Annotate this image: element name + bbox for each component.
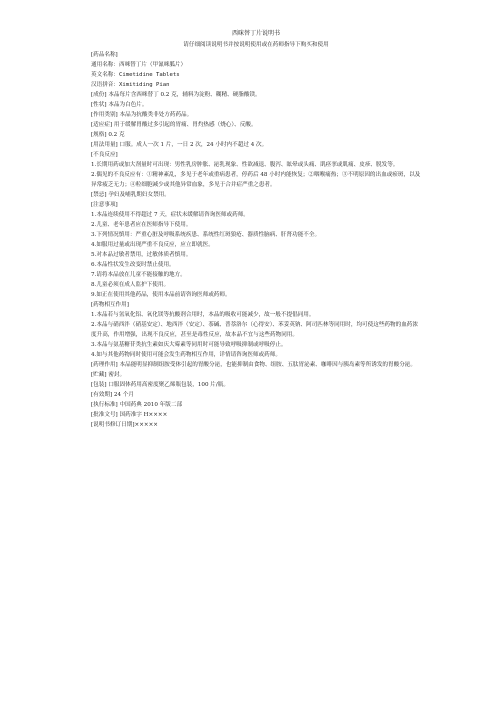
document-page bbox=[91, 29, 421, 430]
indications-line: [适应症] 用于缓解胃酸过多引起的胃痛、胃灼热感（烧心）、反酸。 bbox=[91, 122, 257, 128]
packaging-line: [包装] 口服固体药用高密度聚乙烯瓶包装，100 片/瓶。 bbox=[91, 382, 229, 388]
interaction-item: 3.本品与氨基糖苷类抗生素如庆大霉素等同用时可能导致呼吸抑制或呼吸停止。 bbox=[91, 342, 287, 348]
storage-line: [贮藏] 密封。 bbox=[91, 372, 126, 378]
adverse-reaction-item: 1.长期用药或加大剂量时可出现：男性乳房肿胀、泌乳现象、性欲减退、腹泻、眩晕或头痛、肌痉挛或肌痛、皮疹、脱发等。 bbox=[91, 162, 399, 168]
revision-date-line: [说明书修订日期]××××× bbox=[91, 422, 158, 428]
precaution-item: 6.本品性状发生改变时禁止使用。 bbox=[91, 262, 175, 268]
precaution-item: 4.如服用过量或出现严重不良反应，应立即就医。 bbox=[91, 242, 214, 248]
pinyin-name-line: 汉语拼音：Ximitiding Pian bbox=[91, 82, 170, 88]
interaction-item: 4.如与其他药物同时使用可能会发生药物相互作用，详情请咨询医师或药师。 bbox=[91, 352, 281, 358]
precaution-item: 5.对本品过敏者禁用，过敏体质者慎用。 bbox=[91, 252, 192, 258]
precaution-item: 3.下列情况慎用：严重心脏及呼吸系统疾患、系统性红斑狼疮、器质性脑病、肝肾功能不全。 bbox=[91, 232, 321, 238]
ingredients-line: [成份] 本品每片含西咪替丁 0.2 克，辅料为淀粉、糊精、硬脂酸镁。 bbox=[91, 92, 261, 98]
section-heading-drug-name: [药品名称] bbox=[91, 52, 118, 58]
standard-line: [执行标准] 中国药典 2010 年版二部 bbox=[91, 402, 183, 408]
interaction-item: 2.本品与硝西泮（硝基安定）、地西泮（安定）、茶碱、普萘洛尔（心得安）、苯妥英钠、阿司匹林等同用时，均可使这些药物的血药浓度升高，作用增强，出现不良反应，甚至是毒性反应，故本品不宜与这些药物同用。 bbox=[91, 322, 418, 338]
document-subtitle: 请仔细阅读说明书并按说明使用或在药师指导下购买和使用 bbox=[183, 42, 329, 48]
specification-line: [规格] 0.2 克 bbox=[91, 132, 125, 138]
pharmacology-line: [药理作用] 本品能明显抑制组胺受体引起的胃酸分泌，也能抑制由食物、组胺、五肽胃泌素、咖啡因与胰岛素等所诱发的胃酸分泌。 bbox=[91, 362, 416, 368]
section-heading-adverse-reactions: [不良反应] bbox=[91, 152, 118, 158]
document-title: 西咪替丁片说明书 bbox=[231, 30, 280, 37]
appearance-line: [性状] 本品为白色片。 bbox=[91, 102, 148, 108]
section-heading-precautions: [注意事项] bbox=[91, 202, 118, 208]
contraindications-line: [禁忌] 孕妇及哺乳期妇女禁用。 bbox=[91, 192, 170, 198]
dosage-line: [用法用量] 口服。成人一次 1 片，一日 2 次，24 小时内不超过 4 次。 bbox=[91, 142, 268, 148]
english-name-line: 英文名称：Cimetidine Tablets bbox=[91, 72, 180, 78]
adverse-reaction-item: 2.偶见的不良反应有：①精神紊乱，多见于老年或重病患者，停药后 48 小时内能恢复；②咽喉痛热；③不明原因的出血或瘀斑，以及异常疲乏无力；④粒细胞减少或其他异常血象，多见于合并症严重之患者。 bbox=[91, 172, 421, 188]
generic-name-line: 通用名称：西咪替丁片（甲氰咪胍片） bbox=[91, 62, 187, 68]
section-heading-interactions: [药物相互作用] bbox=[91, 302, 129, 308]
precaution-item: 1.本品连续使用不得超过 7 天，症状未缓解请咨询医师或药师。 bbox=[91, 212, 249, 218]
approval-number-line: [批准文号] 国药准字 H×××× bbox=[91, 412, 168, 418]
category-line: [作用类别] 本品为抗酸类非处方药药品。 bbox=[91, 112, 193, 118]
precaution-item: 7.请将本品放在儿童不能接触的地方。 bbox=[91, 272, 186, 278]
interaction-item: 1.本品若与氢氧化铝、氧化镁等抗酸剂合用时，本品的吸收可能减少，故一般不提倡同用。 bbox=[91, 312, 315, 318]
shelf-life-line: [有效期] 24 个月 bbox=[91, 392, 135, 398]
precaution-item: 9.如正在使用其他药品，使用本品前请咨询医师或药师。 bbox=[91, 292, 231, 298]
precaution-item: 8.儿童必须在成人监护下使用。 bbox=[91, 282, 170, 288]
precaution-item: 2.儿童、老年患者应在医师指导下使用。 bbox=[91, 222, 192, 228]
